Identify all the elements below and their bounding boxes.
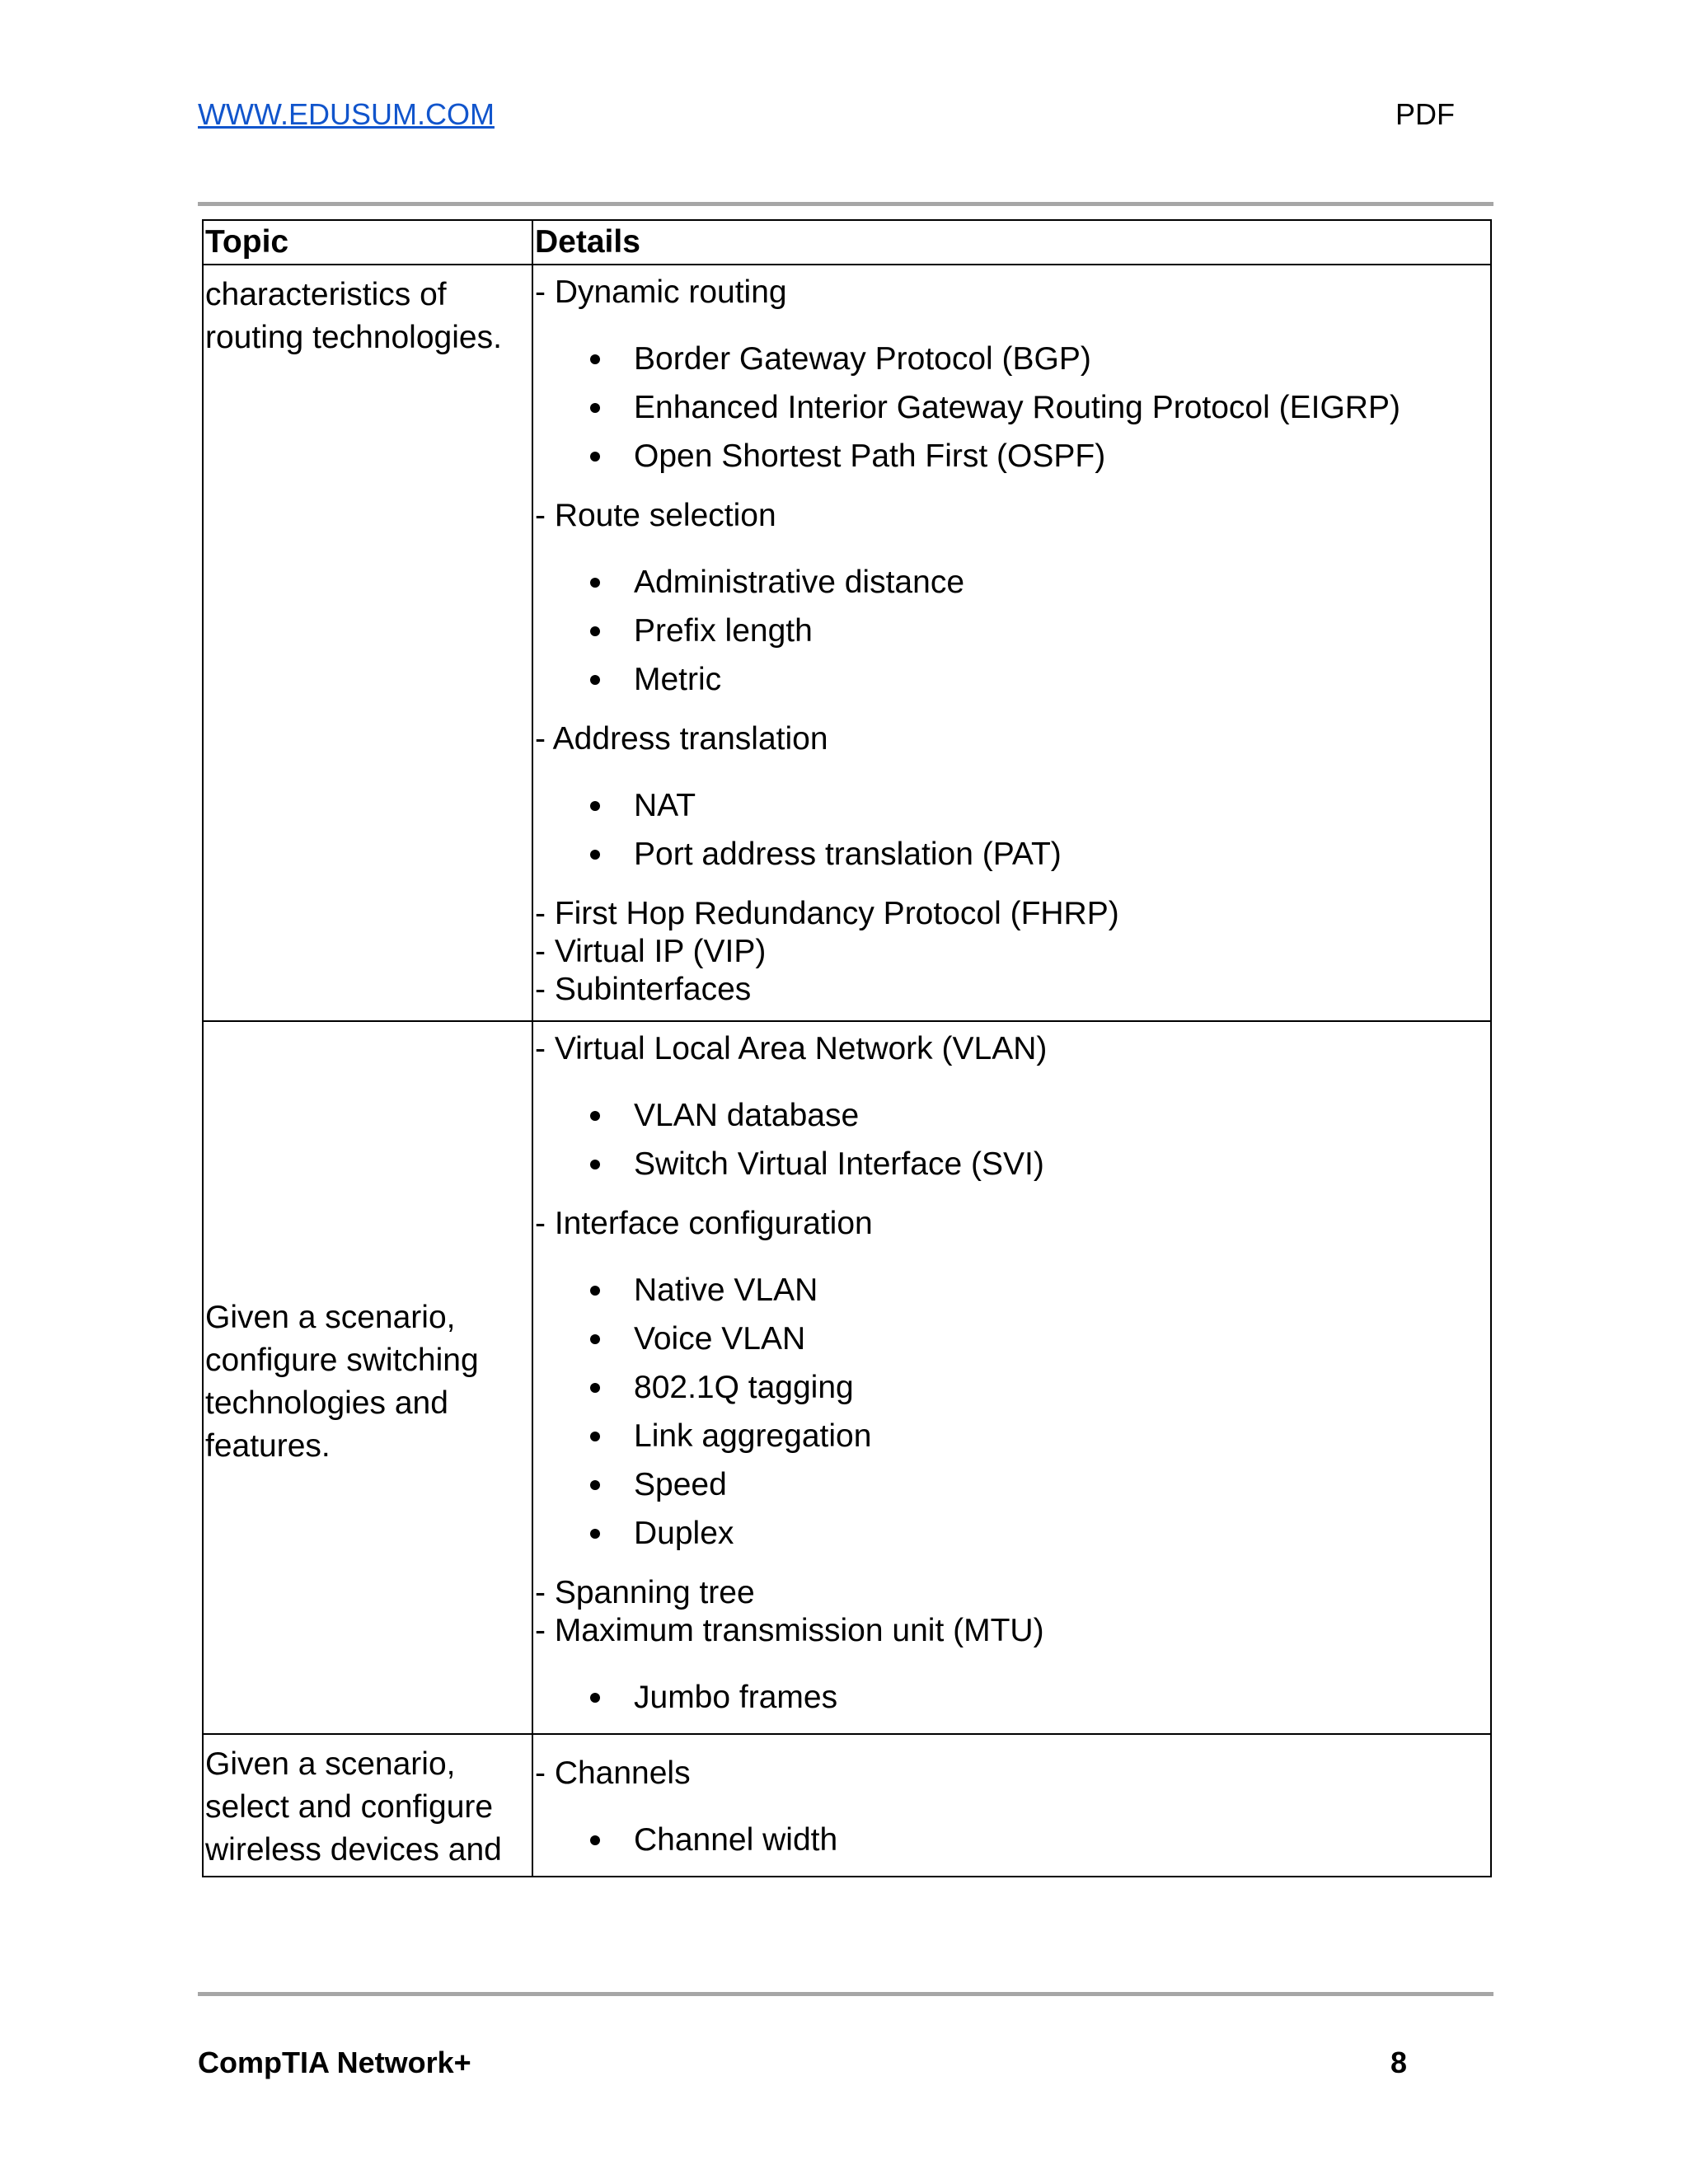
- bullet-icon: [590, 1160, 600, 1169]
- bullet-list: [535, 1091, 1490, 1188]
- bullet-list: [535, 558, 1490, 704]
- footer-divider: [198, 1992, 1493, 1996]
- topic-cell: Given a scenario, select and configure wireless devices and: [203, 1734, 532, 1877]
- bullet-icon: [590, 1111, 600, 1121]
- bullet-icon: [590, 403, 600, 413]
- header-website-link[interactable]: WWW.EDUSUM.COM: [198, 97, 495, 131]
- header-divider: [198, 202, 1493, 206]
- bullet-list: [535, 781, 1490, 879]
- list-item: Speed: [535, 1460, 1490, 1509]
- bullet-icon: [590, 354, 600, 364]
- details-cell: [532, 1021, 1491, 1734]
- bullet-icon: [590, 578, 600, 588]
- list-item: Duplex: [535, 1509, 1490, 1558]
- list-item: Channel width: [535, 1816, 1490, 1864]
- section-label: - Subinterfaces: [535, 972, 752, 1007]
- section-label: - Spanning tree: [535, 1575, 755, 1610]
- bullet-icon: [590, 801, 600, 811]
- bullet-list: [535, 1816, 1490, 1864]
- topic-cell: characteristics of routing technologies.: [203, 265, 532, 1021]
- list-item: VLAN database: [535, 1091, 1490, 1140]
- section-label: - Maximum transmission unit (MTU): [535, 1613, 1044, 1648]
- list-item: 802.1Q tagging: [535, 1363, 1490, 1412]
- section-label: - Dynamic routing: [535, 274, 787, 310]
- section-label: - Channels: [535, 1755, 691, 1791]
- column-header-details: Details: [532, 220, 1491, 265]
- bullet-icon: [590, 1334, 600, 1344]
- details-cell: [532, 265, 1491, 1021]
- table-row: [203, 265, 1491, 1021]
- page-number: 8: [1390, 2046, 1408, 2079]
- list-item: Enhanced Interior Gateway Routing Protocol (EIGRP): [535, 383, 1490, 432]
- bullet-list: [535, 1266, 1490, 1558]
- list-item: Port address translation (PAT): [535, 830, 1490, 879]
- list-item: Metric: [535, 655, 1490, 704]
- bullet-icon: [590, 675, 600, 685]
- list-item: Administrative distance: [535, 558, 1490, 607]
- bullet-icon: [590, 1529, 600, 1539]
- bullet-icon: [590, 850, 600, 860]
- list-item: Prefix length: [535, 607, 1490, 655]
- section-label: - Route selection: [535, 498, 776, 533]
- section-label: - Virtual IP (VIP): [535, 934, 767, 969]
- section-label: - Virtual Local Area Network (VLAN): [535, 1031, 1048, 1066]
- list-item: Switch Virtual Interface (SVI): [535, 1140, 1490, 1188]
- section-label: - Interface configuration: [535, 1206, 873, 1241]
- section-label: - First Hop Redundancy Protocol (FHRP): [535, 896, 1119, 931]
- table-header-row: [203, 220, 1491, 265]
- bullet-icon: [590, 1693, 600, 1703]
- bullet-icon: [590, 1383, 600, 1393]
- list-item: Native VLAN: [535, 1266, 1490, 1315]
- header-pdf-label: PDF: [1395, 97, 1455, 131]
- topic-cell: Given a scenario, configure switching technologies and features.: [203, 1021, 532, 1734]
- bullet-icon: [590, 1432, 600, 1441]
- topics-table: [202, 219, 1492, 1877]
- column-header-topic: Topic: [203, 220, 532, 265]
- bullet-icon: [590, 626, 600, 636]
- footer-title: CompTIA Network+: [198, 2046, 471, 2079]
- list-item: Voice VLAN: [535, 1315, 1490, 1363]
- bullet-list: [535, 1673, 1490, 1722]
- table-row: [203, 1021, 1491, 1734]
- bullet-icon: [590, 1286, 600, 1296]
- details-cell: [532, 1734, 1491, 1877]
- section-label: - Address translation: [535, 721, 828, 757]
- table-row: [203, 1734, 1491, 1877]
- list-item: NAT: [535, 781, 1490, 830]
- list-item: Border Gateway Protocol (BGP): [535, 335, 1490, 383]
- list-item: Open Shortest Path First (OSPF): [535, 432, 1490, 480]
- bullet-icon: [590, 1835, 600, 1845]
- bullet-icon: [590, 1480, 600, 1490]
- bullet-icon: [590, 452, 600, 462]
- list-item: Link aggregation: [535, 1412, 1490, 1460]
- list-item: Jumbo frames: [535, 1673, 1490, 1722]
- bullet-list: [535, 335, 1490, 480]
